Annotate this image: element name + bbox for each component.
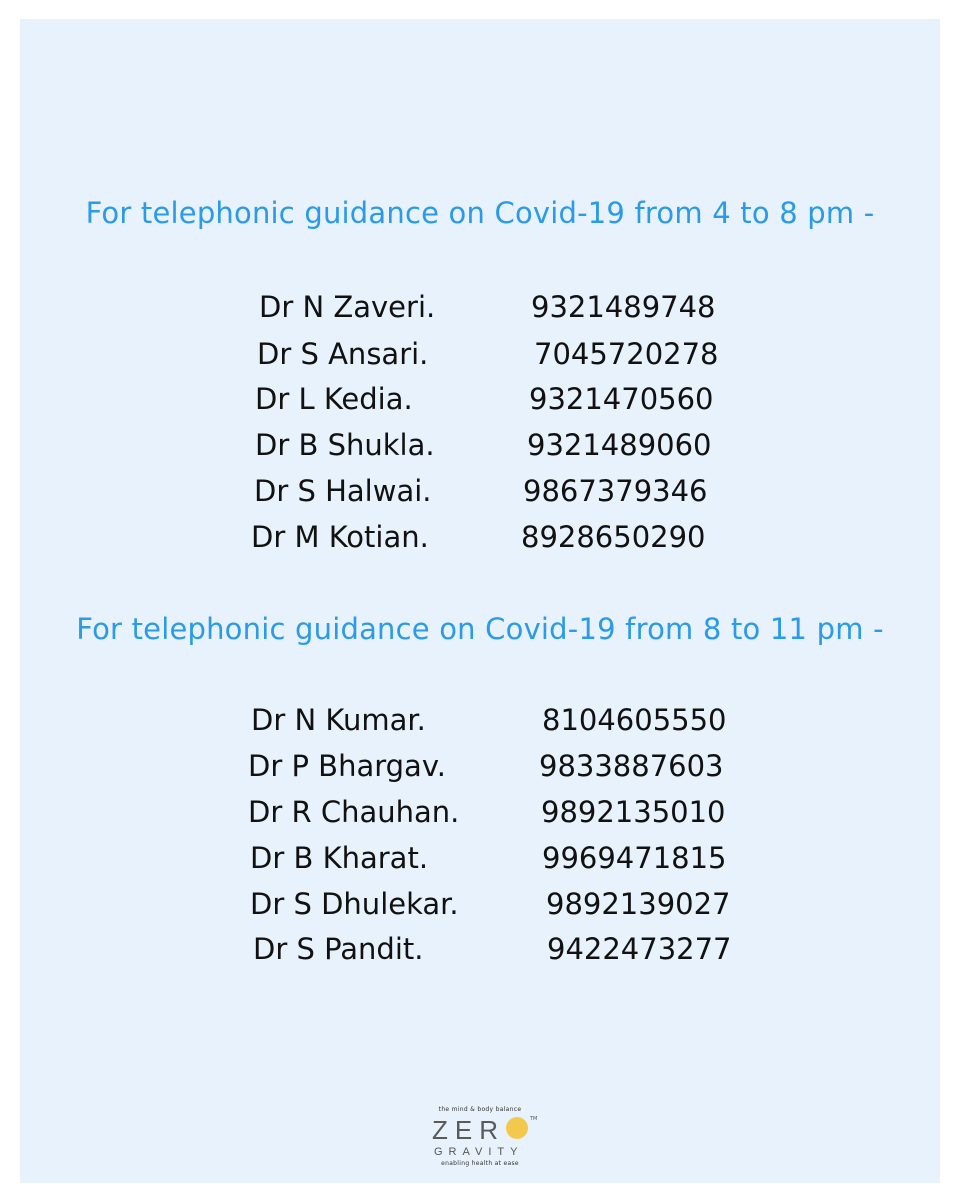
- doctor-phone: 9833887603: [539, 749, 724, 783]
- doctor-row: [0, 749, 960, 789]
- doctor-row: [0, 290, 960, 330]
- doctor-name: Dr B Kharat.: [250, 841, 429, 875]
- section-heading-4-to-8: For telephonic guidance on Covid-19 from 4 to 8 pm -: [85, 196, 875, 230]
- logo-subword: GRAVITY: [434, 1146, 524, 1158]
- doctor-name: Dr S Ansari.: [257, 337, 429, 371]
- logo-ball-icon: [506, 1117, 528, 1139]
- doctor-row: [0, 795, 960, 835]
- logo-trademark: TM: [530, 1116, 538, 1122]
- logo-wordmark: ZER: [432, 1115, 505, 1145]
- doctor-name: Dr L Kedia.: [255, 382, 413, 416]
- section-heading-8-to-11: For telephonic guidance on Covid-19 from 8 to 11 pm -: [76, 612, 884, 646]
- doctor-name: Dr S Dhulekar.: [250, 887, 459, 921]
- logo-tagline-top: the mind & body balance: [438, 1106, 522, 1113]
- doctor-phone: 9321470560: [529, 382, 714, 416]
- doctor-row: [0, 337, 960, 377]
- doctor-phone: 8928650290: [521, 520, 706, 554]
- doctor-phone: 9867379346: [523, 474, 708, 508]
- doctor-row: [0, 382, 960, 422]
- doctor-name: Dr N Zaveri.: [259, 290, 436, 324]
- poster-panel: [20, 19, 940, 1183]
- logo-tagline-bottom: enabling health at ease: [441, 1160, 519, 1167]
- doctor-name: Dr S Halwai.: [254, 474, 432, 508]
- doctor-phone: 9969471815: [542, 841, 727, 875]
- doctor-row: [0, 520, 960, 560]
- doctor-name: Dr R Chauhan.: [248, 795, 460, 829]
- doctor-row: [0, 703, 960, 743]
- doctor-phone: 9321489060: [527, 428, 712, 462]
- doctor-phone: 9892139027: [546, 887, 731, 921]
- doctor-phone: 7045720278: [534, 337, 719, 371]
- doctor-phone: 9321489748: [531, 290, 716, 324]
- doctor-name: Dr S Pandit.: [253, 932, 424, 966]
- zero-gravity-logo: [418, 1106, 542, 1168]
- doctor-phone: 8104605550: [542, 703, 727, 737]
- doctor-name: Dr N Kumar.: [251, 703, 426, 737]
- doctor-phone: 9422473277: [547, 932, 732, 966]
- doctor-row: [0, 841, 960, 881]
- doctor-row: [0, 474, 960, 514]
- doctor-phone: 9892135010: [541, 795, 726, 829]
- doctor-name: Dr M Kotian.: [251, 520, 429, 554]
- doctor-row: [0, 932, 960, 972]
- doctor-row: [0, 428, 960, 468]
- doctor-name: Dr P Bhargav.: [248, 749, 446, 783]
- doctor-name: Dr B Shukla.: [255, 428, 435, 462]
- doctor-row: [0, 887, 960, 927]
